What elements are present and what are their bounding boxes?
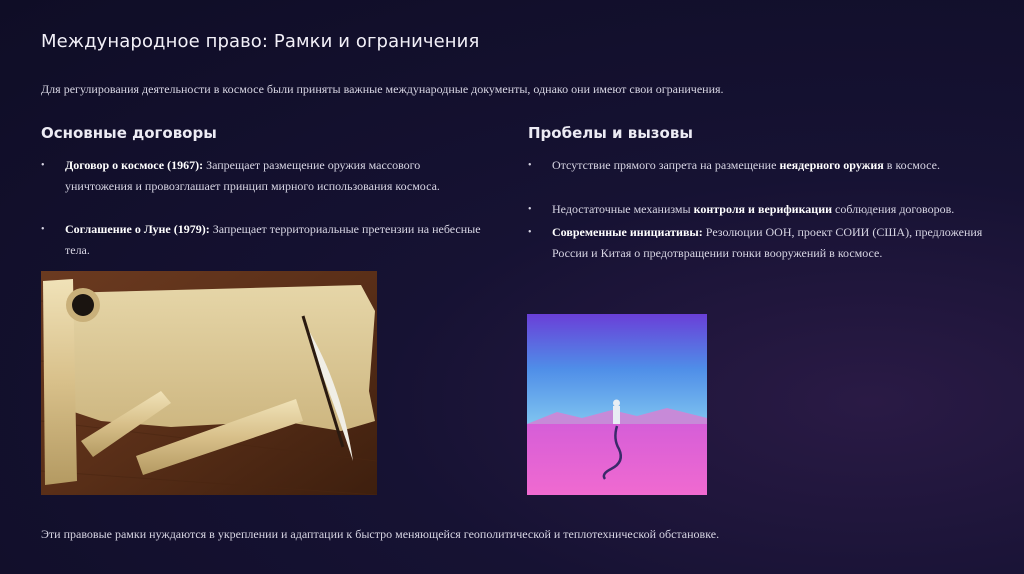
- scrolls-image: [41, 271, 377, 495]
- footer-text: Эти правовые рамки нуждаются в укреплении и адаптации к быстро меняющейся геополитической и теплотехнической обстановке.: [41, 527, 720, 541]
- list-item: [41, 219, 481, 261]
- item-text: в космосе.: [883, 158, 940, 172]
- item-text: Недостаточные механизмы: [552, 202, 694, 216]
- item-text: Запрещает территориальные претензии на небесные тела.: [65, 222, 481, 257]
- bullet-icon: •: [528, 160, 532, 171]
- challenges-list: [528, 155, 998, 264]
- space-chain-image: [527, 314, 707, 495]
- item-text: Резолюции ООН, проект СОИИ (США), предложения России и Китая о предотвращении гонки вооружений в космосе.: [552, 225, 983, 260]
- bullet-icon: •: [528, 227, 532, 238]
- list-item: [528, 199, 998, 220]
- scrolls-illustration: [41, 271, 377, 495]
- intro-text: Для регулирования деятельности в космосе были приняты важные международные документы, однако они имеют свои ограничения.: [41, 82, 724, 96]
- list-item: [528, 222, 998, 264]
- bullet-icon: •: [41, 160, 45, 171]
- item-text: Запрещает размещение оружия массового уничтожения и провозглашает принцип мирного использования космоса.: [65, 158, 440, 193]
- bullet-icon: •: [41, 224, 45, 235]
- item-bold: Современные инициативы:: [552, 225, 703, 239]
- item-text: соблюдения договоров.: [832, 202, 955, 216]
- list-item: [528, 155, 998, 176]
- treaties-list: [41, 155, 481, 261]
- item-bold: Соглашение о Луне (1979):: [65, 222, 210, 236]
- list-item: [41, 155, 481, 197]
- page-title: Международное право: Рамки и ограничения: [41, 31, 480, 52]
- item-text: Отсутствие прямого запрета на размещение: [552, 158, 780, 172]
- left-column-heading: Основные договоры: [41, 124, 217, 142]
- item-bold: контроля и верификации: [693, 202, 833, 216]
- bullet-icon: •: [528, 204, 532, 215]
- item-bold: неядерного оружия: [779, 158, 884, 172]
- item-bold: Договор о космосе (1967):: [65, 158, 204, 172]
- chain-illustration: [527, 314, 707, 495]
- right-column-heading: Пробелы и вызовы: [528, 124, 693, 142]
